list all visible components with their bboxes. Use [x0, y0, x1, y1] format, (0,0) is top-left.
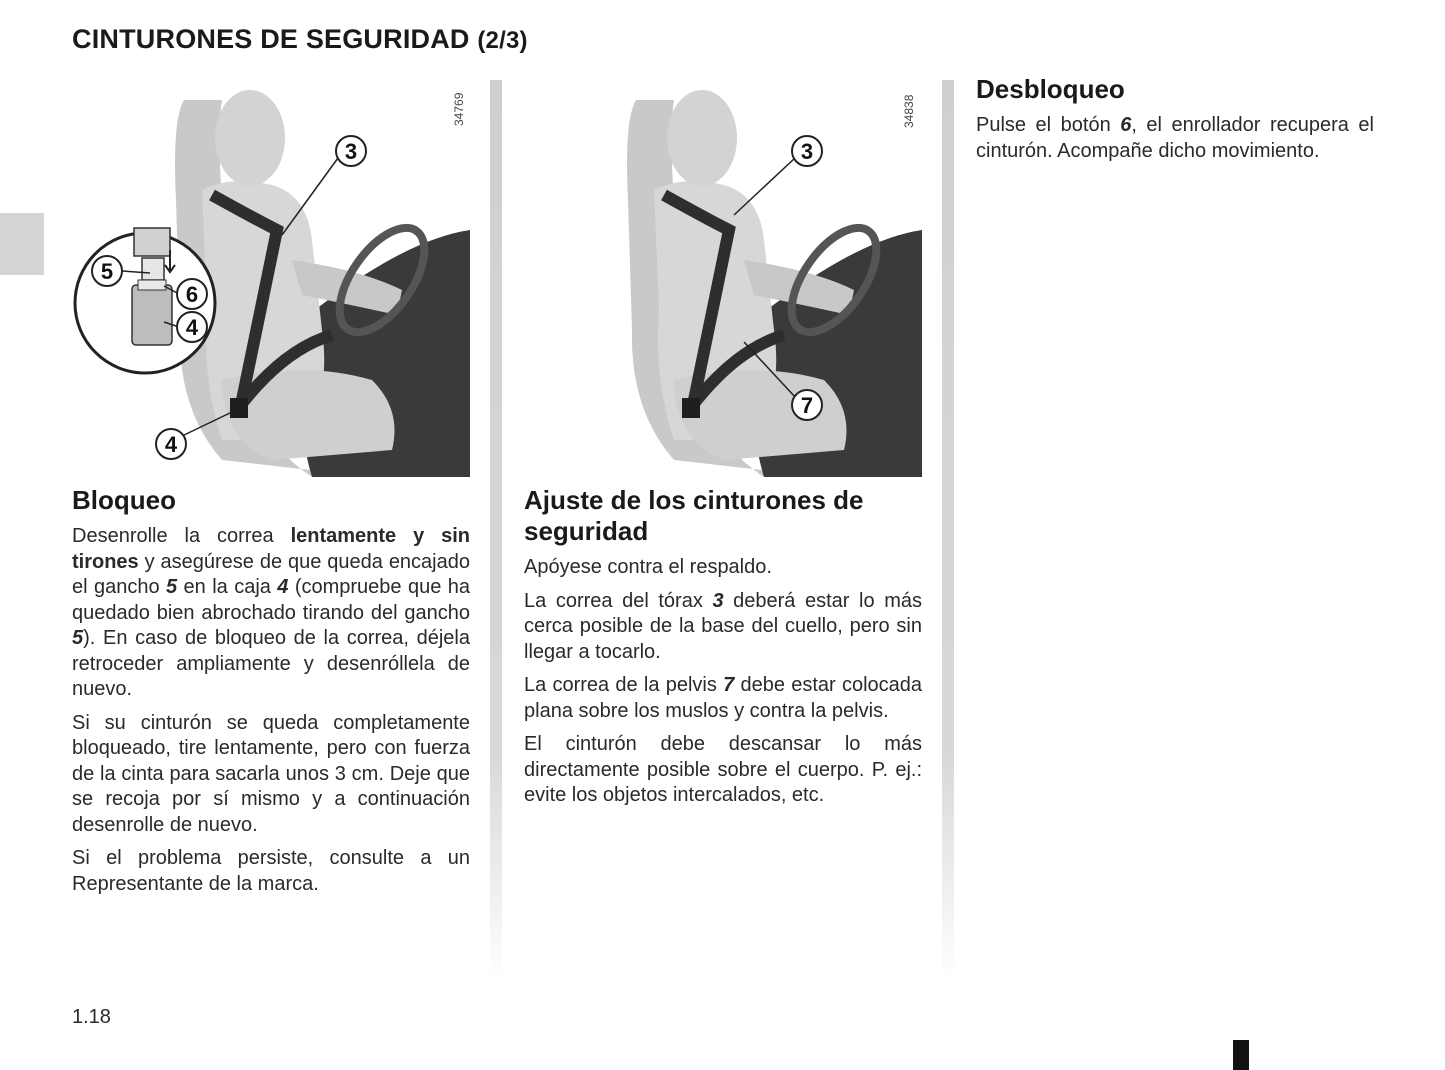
- heading-desbloqueo: Desbloqueo: [976, 74, 1125, 104]
- paragraph-bloqueo-3: Si el problema persiste, consulte a un Representante de la marca.: [72, 847, 470, 895]
- text-run: Pulse el botón: [976, 114, 1121, 136]
- page-title-suffix: (2/3): [477, 27, 528, 54]
- callout-label: 3: [344, 139, 358, 164]
- text-run: La correa de la pelvis: [524, 674, 724, 696]
- paragraph-bloqueo-1: [72, 524, 470, 703]
- text-run: debe estar colocada plana sobre los muslos y contra la pelvis.: [524, 674, 923, 722]
- text-run: y asegúrese de que queda encajado el gancho: [72, 550, 470, 598]
- callout-label: 6: [185, 282, 199, 307]
- column-left: [72, 80, 470, 905]
- text-run: La correa del tórax: [524, 589, 713, 612]
- text-run: deberá estar lo más cerca posible de la base del cuello, pero sin llegar a tocarlo.: [524, 589, 922, 663]
- head-shape: [667, 90, 737, 186]
- heading-ajuste: Ajuste de los cinturones de seguridad: [524, 485, 864, 546]
- text-run: , el enrollador recupera el cinturón. Acompañe dicho movimiento.: [976, 114, 1374, 162]
- column-separator: [490, 80, 502, 980]
- paragraph-desbloqueo-1: [976, 113, 1374, 164]
- paragraph-bloqueo-2: Si su cinturón se queda completamente bloqueado, tire lentamente, pero con fuerza de la cinta para sacarla unos 3 cm. Deje que se recoja por sí mismo y a continuación desenrolle de nuevo.: [72, 711, 470, 836]
- buckle-shape: [682, 398, 700, 418]
- text-run: (compruebe que ha quedado bien abrochado tirando del gancho: [72, 576, 470, 624]
- bold-text: lentamente y sin tirones: [72, 525, 471, 573]
- paragraph-ajuste-1: Apóyese contra el respaldo.: [524, 556, 772, 578]
- part-reference: 5: [72, 627, 84, 649]
- figure-code: 34838: [902, 94, 916, 128]
- page-number: 1.18: [72, 1006, 111, 1028]
- figure-seatbelt-locking: [72, 80, 470, 477]
- seatbelt-adjustment-illustration: [524, 80, 922, 477]
- text-run: ). En caso de bloqueo de la correa, déjela retroceder ampliamente y desenróllela de nuevo.: [72, 627, 470, 700]
- page-title-main: CINTURONES DE SEGURIDAD: [72, 24, 470, 54]
- callout-label: 4: [185, 315, 199, 340]
- paragraph-ajuste-4: El cinturón debe descansar lo más directamente posible sobre el cuerpo. P. ej.: evite los objetos intercalados, etc.: [524, 733, 922, 806]
- column-separator: [942, 80, 954, 980]
- callout-label: 7: [800, 393, 814, 418]
- column-middle: [524, 80, 922, 817]
- section-tab: [0, 213, 44, 275]
- callout-label: 4: [164, 432, 178, 457]
- release-button-shape: [138, 280, 166, 290]
- head-shape: [215, 90, 285, 186]
- callout-label: 3: [800, 139, 814, 164]
- text-run: en la caja: [177, 576, 278, 598]
- tongue-plate-shape: [142, 258, 164, 280]
- text-run: Desenrolle la correa: [72, 525, 291, 547]
- paragraph-ajuste-3: [524, 673, 922, 724]
- paragraph-ajuste-2: [524, 589, 922, 666]
- figure-seatbelt-adjustment: [524, 80, 922, 477]
- part-reference: 7: [723, 674, 735, 696]
- buckle-box-shape: [132, 285, 172, 345]
- column-right: [976, 74, 1374, 172]
- seatbelt-illustration: [72, 80, 470, 477]
- page-edge-marker: [1233, 1040, 1249, 1070]
- buckle-shape: [230, 398, 248, 418]
- part-reference: 3: [712, 589, 724, 612]
- part-reference: 6: [1120, 114, 1132, 136]
- part-reference: 4: [277, 576, 289, 598]
- page-title: [72, 24, 528, 55]
- heading-bloqueo: Bloqueo: [72, 485, 176, 515]
- figure-code: 34769: [452, 92, 466, 126]
- tongue-top-shape: [134, 228, 170, 256]
- part-reference: 5: [166, 576, 178, 598]
- callout-label: 5: [100, 259, 114, 284]
